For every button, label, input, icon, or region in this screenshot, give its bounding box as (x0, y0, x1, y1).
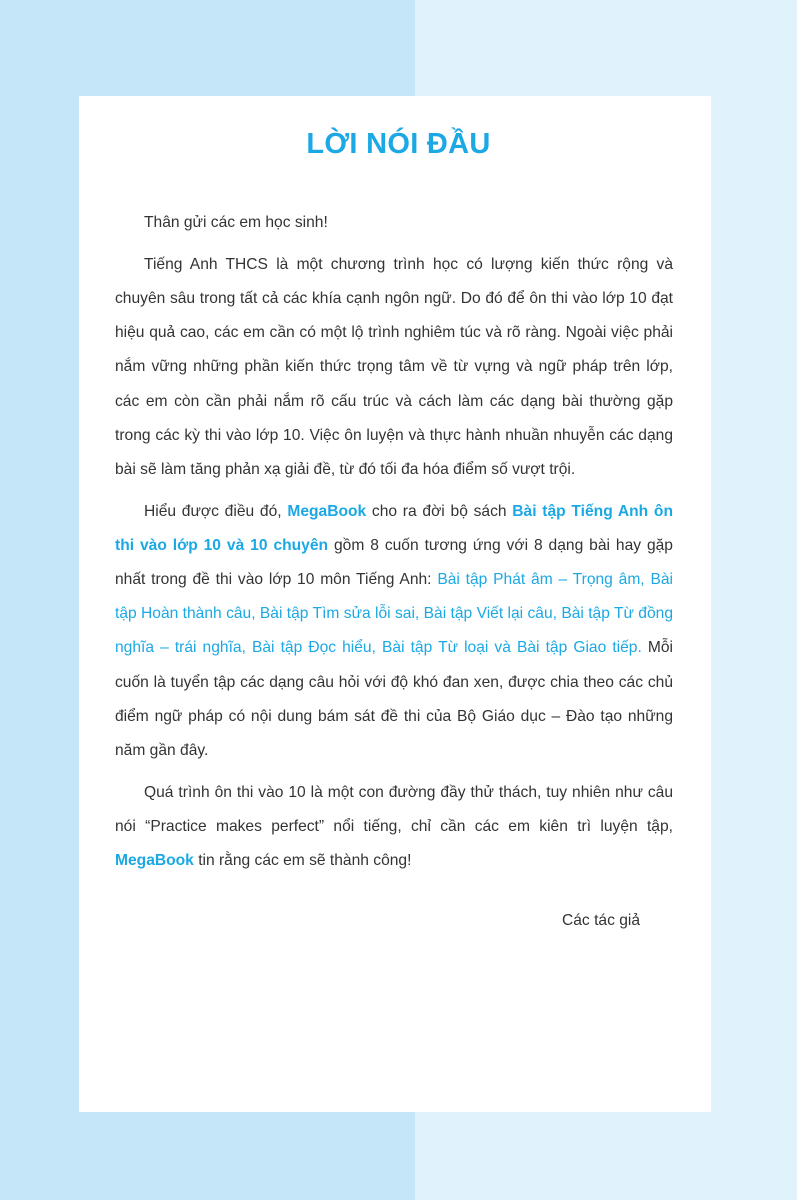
paragraph-3-part-1: Quá trình ôn thi vào 10 là một con đường đầy thử thách, tuy nhiên như câu nói “Practice makes perfect” nổi tiếng, chỉ cần các em kiên trì luyện tập, (115, 783, 673, 835)
paragraph-2-part-3: gồm 8 cuốn tương ứng với 8 dạng bài hay gặp nhất trong đề thi vào lớp 10 môn Tiếng Anh: (115, 536, 673, 589)
paragraph-2-part-1: Hiểu được điều đó, (144, 502, 288, 520)
paragraph-2 (115, 495, 673, 769)
brand-name: MegaBook (287, 502, 367, 520)
greeting: Thân gửi các em học sinh! (144, 214, 328, 231)
paragraph-3 (115, 776, 673, 879)
preface-body (115, 206, 673, 886)
brand-name-closing: MegaBook (115, 852, 194, 870)
book-list: Bài tập Phát âm – Trọng âm, Bài tập Hoàn thành câu, Bài tập Tìm sửa lỗi sai, Bài tập Viết lại câu, Bài tập Từ đồng nghĩa – trái nghĩa, Bài tập Đọc hiểu, Bài tập Từ loại và Bài tập Giao tiếp. (115, 571, 673, 657)
paragraph-2-part-4: Mỗi cuốn là tuyển tập các dạng câu hỏi với độ khó đan xen, được chia theo các chủ điểm ngữ pháp có nội dung bám sát đề thi của Bộ Giáo dục – Đào tạo những năm gần đây. (115, 639, 673, 760)
paragraph-2-part-2: cho ra đời bộ sách (366, 502, 513, 520)
paragraph-1: Tiếng Anh THCS là một chương trình học có lượng kiến thức rộng và chuyên sâu trong tất cả các khía cạnh ngôn ngữ. Do đó để ôn thi vào lớp 10 đạt hiệu quả cao, các em cần có một lộ trình nghiêm túc và rõ ràng. Ngoài việc phải nắm vững những phần kiến thức trọng tâm về từ vựng và ngữ pháp trên lớp, các em còn cần phải nắm rõ cấu trúc và cách làm các dạng bài thường gặp trong các kỳ thi vào lớp 10. Việc ôn luyện và thực hành nhuần nhuyễn các dạng bài sẽ làm tăng phản xạ giải đề, từ đó tối đa hóa điểm số vượt trội. (115, 255, 673, 478)
signature: Các tác giả (562, 912, 641, 929)
page-title: LỜI NÓI ĐẦU (306, 128, 491, 160)
book-series-title: Bài tập Tiếng Anh ôn thi vào lớp 10 và 10 chuyên (115, 502, 673, 554)
paragraph-3-part-2: tin rằng các em sẽ thành công! (193, 852, 412, 870)
